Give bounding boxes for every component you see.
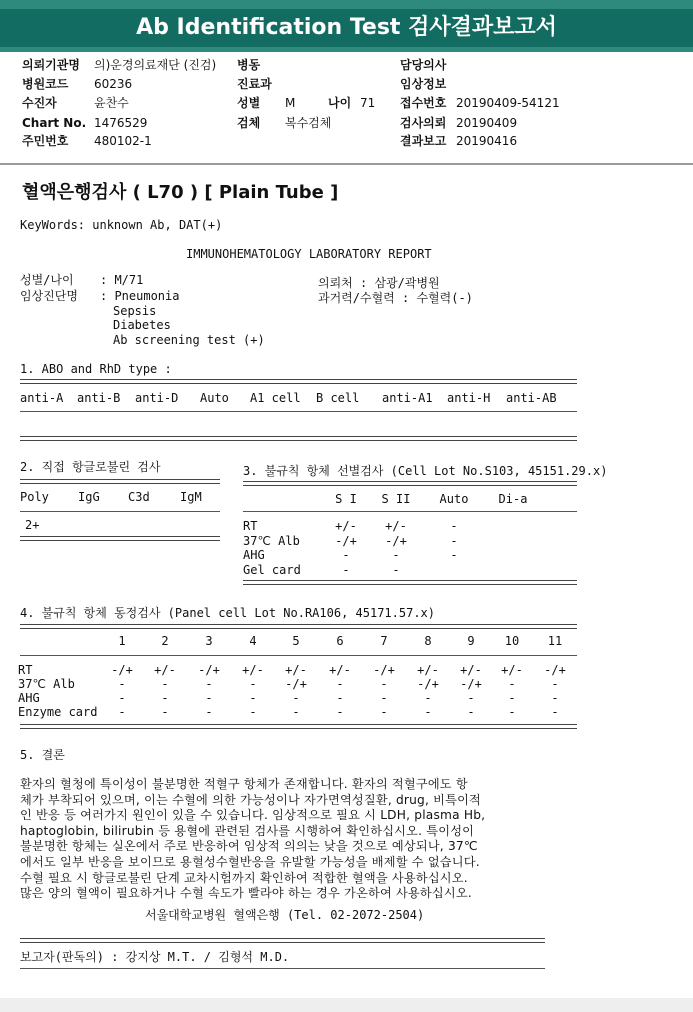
title-banner: [0, 0, 693, 52]
abo-col-anti-a: anti-A: [20, 391, 64, 405]
panel-cell: -: [424, 705, 432, 719]
hospital-contact: 서울대학교병원 혈액은행 (Tel. 02-2072-2504): [145, 908, 425, 922]
panel-cell: -: [161, 691, 169, 705]
report-title: Ab Identification Test 검사결과보고서: [0, 9, 693, 47]
abo-col-bcell: B cell: [316, 391, 360, 405]
screen-cell: -: [392, 563, 400, 577]
doctor-label: 담당의사: [400, 58, 447, 72]
dat-col-igm: IgM: [180, 490, 202, 504]
accession-value: 20190409-54121: [456, 96, 560, 110]
panel-col-header: 7: [380, 634, 388, 648]
clinical-info-label: 임상정보: [400, 77, 447, 91]
patient-label: 수진자: [22, 96, 57, 110]
header-divider: [0, 163, 693, 165]
screen-top-rule: [243, 481, 577, 486]
dat-bottom-rule: [20, 536, 220, 541]
abo-col-anti-d: anti-D: [135, 391, 179, 405]
footer-bottom-rule: [20, 968, 545, 969]
panel-cell: -: [380, 677, 388, 691]
sex-label: 성별: [237, 96, 261, 110]
dept-label: 진료과: [237, 77, 272, 91]
panel-cell: -: [508, 705, 516, 719]
panel-cell: -: [508, 677, 516, 691]
chart-label: Chart No.: [22, 116, 87, 130]
panel-cell: -: [205, 705, 213, 719]
section-title: 혈액은행검사 ( L70 ) [ Plain Tube ]: [22, 182, 339, 203]
panel-cell: -: [551, 705, 559, 719]
transfusion-history: 과거력/수혈력 : 수혈력(-): [318, 291, 473, 305]
screen-cell: -/+: [385, 534, 407, 548]
screen-row-label: 37℃ Alb: [243, 534, 300, 548]
dat-col-c3d: C3d: [128, 490, 150, 504]
screen-cell: -/+: [335, 534, 357, 548]
dat-col-igg: IgG: [78, 490, 100, 504]
panel-col-header: 6: [336, 634, 344, 648]
screen-row-label: Gel card: [243, 563, 301, 577]
panel-row-label: Enzyme card: [18, 705, 98, 719]
diagnosis-line: Sepsis: [113, 304, 157, 318]
panel-cell: -: [249, 677, 257, 691]
panel-cell: -: [424, 691, 432, 705]
abo-col-anti-b: anti-B: [77, 391, 121, 405]
panel-cell: -/+: [198, 663, 220, 677]
panel-cell: -: [161, 705, 169, 719]
request-date-label: 검사의뢰: [400, 116, 447, 130]
panel-cell: +/-: [329, 663, 351, 677]
dat-poly-value: 2+: [25, 518, 40, 532]
age-value: 71: [360, 96, 376, 110]
panel-cell: -: [336, 691, 344, 705]
panel-col-header: 4: [249, 634, 257, 648]
screen-row-label: RT: [243, 519, 258, 533]
panel-cell: +/-: [460, 663, 482, 677]
specimen-value: 복수검체: [285, 116, 332, 130]
lab-report-title: IMMUNOHEMATOLOGY LABORATORY REPORT: [186, 247, 432, 261]
panel-cell: -: [249, 691, 257, 705]
panel-cell: +/-: [154, 663, 176, 677]
code-value: 60236: [94, 77, 133, 91]
diagnosis-line: : Pneumonia: [100, 289, 180, 303]
abo-mid-rule: [20, 411, 577, 412]
panel-cell: +/-: [501, 663, 523, 677]
abo-col-anti-a1: anti-A1: [382, 391, 433, 405]
keywords: KeyWords: unknown Ab, DAT(+): [20, 218, 223, 232]
panel-col-header: 10: [504, 634, 520, 648]
panel-cell: -: [467, 705, 475, 719]
reporter: 보고자(판독의) : 강지상 M.T. / 김형석 M.D.: [20, 950, 290, 964]
panel-cell: -: [161, 677, 169, 691]
panel-row-label: 37℃ Alb: [18, 677, 75, 691]
screen-mid-rule: [243, 511, 577, 512]
dat-mid-rule: [20, 511, 220, 512]
request-date-value: 20190409: [456, 116, 518, 130]
panel-col-header: 11: [547, 634, 563, 648]
conclusion-text: 환자의 혈청에 특이성이 불분명한 적혈구 항체가 존재합니다. 환자의 적혈구에도 항 체가 부착되어 있으며, 이는 수혈에 의한 가능성이나 자가면역성질환, drug, 비특이적 인 반응 등 여러가지 원인이 있을 수 있습니다. 임상적으로 필요 시 LDH, plasma Hb, haptoglobin, bilirubin 등 용혈에 관련된 검사를 시행하여 확인하십시오. 특이성이 불분명한 항체는 실온에서 주로 반응하여 임상적 의의는 낮을 것으로 예상되나, 37℃ 에서도 일부 반응을 보이므로 용혈성수혈반응을 유발할 가능성을 배제할 수 없습니다. 수혈 필요 시 항글로불린 단계 교차시험까지 확인하여 적합한 혈액을 사용하십시오. 많은 양의 혈액이 필요하거나 수혈 속도가 빨라야 하는 경우 가온하여 사용하십시오.: [20, 777, 486, 901]
screen-cell: -: [450, 519, 458, 533]
screen-row-label: AHG: [243, 548, 265, 562]
panel-col-header: 3: [205, 634, 213, 648]
dat-title: 2. 직접 항글로불린 검사: [20, 460, 161, 474]
panel-cell: -: [118, 705, 126, 719]
screen-col-auto: Auto: [439, 492, 469, 506]
abo-col-a1cell: A1 cell: [250, 391, 301, 405]
diagnosis-label: 임상진단명: [20, 289, 78, 303]
abo-title: 1. ABO and RhD type :: [20, 362, 172, 376]
rrn-label: 주민번호: [22, 134, 69, 148]
panel-bottom-rule: [20, 724, 577, 729]
footer-top-rule: [20, 938, 545, 943]
panel-cell: -: [292, 705, 300, 719]
abo-col-anti-h: anti-H: [447, 391, 491, 405]
sex-age-value: : M/71: [100, 273, 144, 287]
panel-cell: +/-: [285, 663, 307, 677]
panel-cell: -: [292, 691, 300, 705]
accession-label: 접수번호: [400, 96, 447, 110]
panel-cell: -: [551, 677, 559, 691]
sex-age-label: 성별/나이: [20, 273, 74, 287]
panel-cell: -: [205, 691, 213, 705]
screen-title: 3. 불규칙 항체 선별검사 (Cell Lot No.S103, 45151.29.x): [243, 464, 608, 478]
panel-cell: -: [380, 691, 388, 705]
panel-col-header: 1: [118, 634, 126, 648]
report-date-label: 결과보고: [400, 134, 447, 148]
screen-cell: -: [342, 548, 350, 562]
screen-cell: -: [450, 534, 458, 548]
diagnosis-line: Ab screening test (+): [113, 333, 265, 347]
panel-cell: -: [551, 691, 559, 705]
panel-cell: +/-: [417, 663, 439, 677]
panel-mid-rule: [20, 655, 577, 656]
abo-bottom-rule: [20, 436, 577, 441]
screen-col-dia: Di-a: [498, 492, 528, 506]
referral: 의뢰처 : 삼광/곽병원: [318, 276, 440, 290]
screen-cell: -: [450, 548, 458, 562]
rrn-value: 480102-1: [94, 134, 152, 148]
panel-row-label: AHG: [18, 691, 40, 705]
screen-bottom-rule: [243, 580, 577, 585]
panel-cell: -: [336, 677, 344, 691]
screen-cell: +/-: [335, 519, 357, 533]
dat-col-poly: Poly: [20, 490, 49, 504]
panel-col-header: 9: [467, 634, 475, 648]
panel-cell: +/-: [242, 663, 264, 677]
conclusion-title: 5. 결론: [20, 748, 65, 762]
age-label: 나이: [328, 96, 352, 110]
panel-col-header: 5: [292, 634, 300, 648]
abo-col-anti-ab: anti-AB: [506, 391, 557, 405]
panel-col-header: 8: [424, 634, 432, 648]
panel-cell: -: [205, 677, 213, 691]
patient-value: 윤찬수: [94, 96, 129, 110]
panel-top-rule: [20, 624, 577, 629]
specimen-label: 검체: [237, 116, 261, 130]
screen-col-s1: S I: [335, 492, 357, 506]
report-date-value: 20190416: [456, 134, 518, 148]
panel-col-header: 2: [161, 634, 169, 648]
hospital-label: 의뢰기관명: [22, 58, 80, 72]
panel-cell: -/+: [373, 663, 395, 677]
dat-top-rule: [20, 479, 220, 484]
panel-cell: -: [118, 677, 126, 691]
screen-cell: -: [342, 563, 350, 577]
panel-cell: -: [508, 691, 516, 705]
abo-col-auto: Auto: [200, 391, 229, 405]
panel-cell: -/+: [544, 663, 566, 677]
abo-top-rule: [20, 379, 577, 384]
code-label: 병원코드: [22, 77, 69, 91]
panel-cell: -/+: [417, 677, 439, 691]
sex-value: M: [285, 96, 296, 110]
screen-col-s2: S II: [381, 492, 411, 506]
screen-cell: +/-: [385, 519, 407, 533]
panel-cell: -/+: [460, 677, 482, 691]
screen-cell: -: [392, 548, 400, 562]
chart-value: 1476529: [94, 116, 148, 130]
panel-cell: -: [467, 691, 475, 705]
hospital-value: 의)운경의료재단 (진검): [94, 58, 217, 72]
footer-band: [0, 998, 693, 1012]
panel-cell: -: [118, 691, 126, 705]
diagnosis-line: Diabetes: [113, 318, 171, 332]
panel-cell: -/+: [111, 663, 133, 677]
panel-cell: -/+: [285, 677, 307, 691]
panel-title: 4. 불규칙 항체 동정검사 (Panel cell Lot No.RA106, 45171.57.x): [20, 606, 435, 620]
panel-cell: -: [336, 705, 344, 719]
panel-cell: -: [380, 705, 388, 719]
panel-cell: -: [249, 705, 257, 719]
panel-row-label: RT: [18, 663, 33, 677]
ward-label: 병동: [237, 58, 261, 72]
